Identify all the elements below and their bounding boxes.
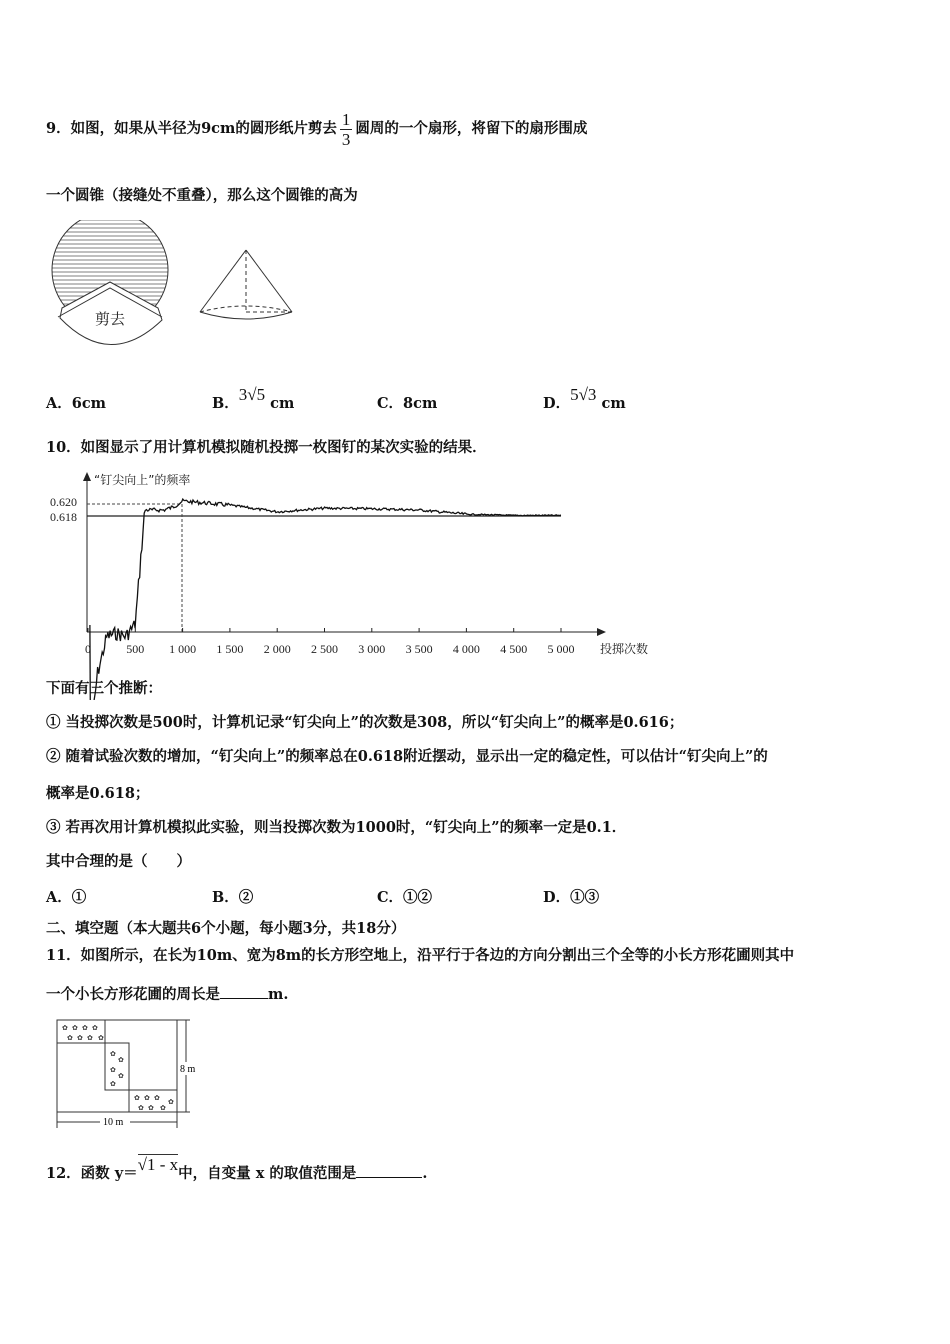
y-axis-arrow <box>83 472 91 481</box>
x-tick-label: 3 500 <box>405 642 433 656</box>
x-tick-label: 3 000 <box>358 642 386 656</box>
q10-statement-2-cont: 概率是0.618； <box>46 785 150 802</box>
flower-icon: ✿ <box>160 1104 166 1112</box>
q12-text-b: 中，自变量 x 的取值范围是 <box>178 1165 357 1182</box>
option-math: 3√5 <box>238 385 266 404</box>
option-letter: B． <box>212 395 239 412</box>
q9-text-b: 圆周的一个扇形，将留下的扇形围成 <box>355 120 588 137</box>
q12-period: . <box>422 1165 428 1182</box>
cut-label: 剪去 <box>95 310 126 328</box>
option-unit: cm <box>601 395 626 412</box>
y-axis-label: “钉尖向上”的频率 <box>94 473 191 487</box>
q9-option-c[interactable]: C．8cm <box>377 395 438 412</box>
option-letter: D． <box>543 395 571 412</box>
flower-icon: ✿ <box>110 1080 116 1088</box>
frequency-series-line <box>90 499 561 700</box>
y-tick-label: 0.620 <box>50 495 77 509</box>
flower-icon: ✿ <box>118 1072 124 1080</box>
q9-text-a: 9．如图，如果从半径为9cm的圆形纸片剪去 <box>46 120 337 137</box>
flower-icon: ✿ <box>67 1034 73 1042</box>
flowerbed <box>105 1043 129 1090</box>
x-tick-label: 500 <box>126 642 145 656</box>
flower-icon: ✿ <box>72 1024 78 1032</box>
y-tick-label: 0.618 <box>50 510 77 524</box>
height-label: 8 m <box>180 1064 196 1075</box>
answer-blank[interactable] <box>356 1163 422 1178</box>
x-axis-arrow <box>597 628 606 636</box>
flower-icon: ✿ <box>154 1094 160 1102</box>
answer-blank[interactable] <box>220 984 268 999</box>
option-unit: cm <box>270 395 295 412</box>
flower-icon: ✿ <box>110 1050 116 1058</box>
x-axis-label: 投掷次数 <box>600 642 649 656</box>
flower-icon: ✿ <box>98 1034 104 1042</box>
section-title: 二、填空题（本大题共6个小题，每小题3分，共18分） <box>46 920 406 937</box>
flower-icon: ✿ <box>82 1024 88 1032</box>
fraction-numerator: 1 <box>341 109 351 129</box>
q10-statement-1: ① 当投掷次数是500时，计算机记录“钉尖向上”的次数是308，所以“钉尖向上”的概率是0.616； <box>46 714 684 731</box>
x-tick-label: 2 000 <box>263 642 291 656</box>
flower-icon: ✿ <box>92 1024 98 1032</box>
q10-option-d[interactable]: D．①③ <box>543 889 600 906</box>
q10-stem: 10．如图显示了用计算机模拟随机投掷一枚图钉的某次实验的结果． <box>46 439 487 456</box>
x-tick-label: 5 000 <box>547 642 575 656</box>
width-label: 10 m <box>103 1117 124 1128</box>
flower-icon: ✿ <box>110 1066 116 1074</box>
q10-option-c[interactable]: C．①② <box>377 889 433 906</box>
flower-icon: ✿ <box>148 1104 154 1112</box>
x-tick-label: 1 500 <box>216 642 244 656</box>
q11-line1: 11．如图所示，在长为10m、宽为8m的长方形空地上，沿平行于各边的方向分割出三个全等的小长方形花圃则其中 <box>46 947 795 964</box>
q12-line <box>46 1155 428 1184</box>
q10-question: 其中合理的是（ ） <box>46 853 191 870</box>
q9-option-a[interactable]: A．6cm <box>46 395 107 412</box>
q10-statement-2: ② 随着试验次数的增加，“钉尖向上”的频率总在0.618附近摆动，显示出一定的稳定性，可以估计“钉尖向上”的 <box>46 748 768 765</box>
flower-icon: ✿ <box>168 1098 174 1106</box>
q10-option-b[interactable]: B．② <box>212 889 254 906</box>
q10-statement-3: ③ 若再次用计算机模拟此实验，则当投掷次数为1000时，“钉尖向上”的频率一定是0.1． <box>46 819 627 836</box>
q9-line2: 一个圆锥（接缝处不重叠），那么这个圆锥的高为 <box>46 187 358 204</box>
x-tick-label: 1 000 <box>169 642 197 656</box>
x-tick-label: 0 <box>85 642 91 656</box>
x-tick-label: 4 000 <box>452 642 480 656</box>
q11-text: 一个小长方形花圃的周长是 <box>46 986 220 1003</box>
q10-option-a[interactable]: A．① <box>46 889 87 906</box>
q12-text-a: 12．函数 y＝ <box>46 1165 138 1182</box>
x-tick-label: 2 500 <box>311 642 338 656</box>
q11-unit: m. <box>268 986 289 1003</box>
fraction-denominator: 3 <box>341 129 351 149</box>
flower-icon: ✿ <box>134 1094 140 1102</box>
flower-icon: ✿ <box>62 1024 68 1032</box>
q10-intro: 下面有三个推断： <box>46 680 162 697</box>
flower-icon: ✿ <box>87 1034 93 1042</box>
flower-icon: ✿ <box>138 1104 144 1112</box>
q11-line2 <box>46 984 288 1005</box>
q12-math: √1 - x <box>137 1155 179 1174</box>
flower-icon: ✿ <box>144 1094 150 1102</box>
flower-icon: ✿ <box>77 1034 83 1042</box>
q11-figure <box>40 1010 220 1135</box>
flower-icon: ✿ <box>118 1056 124 1064</box>
x-tick-label: 4 500 <box>500 642 528 656</box>
option-math: 5√3 <box>570 385 597 404</box>
